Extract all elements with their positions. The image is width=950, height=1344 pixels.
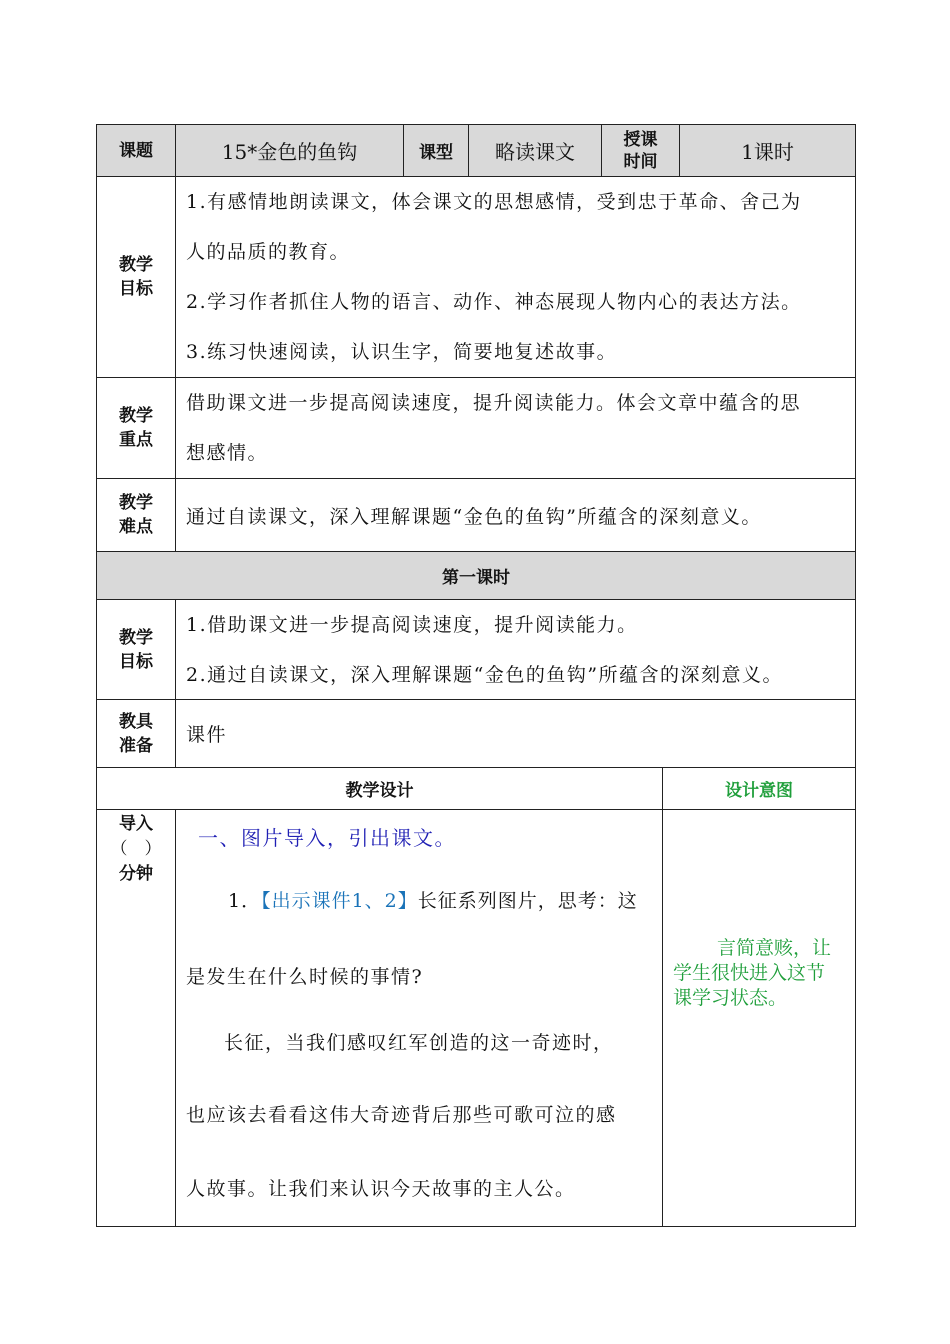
key-points-row: [97, 378, 855, 479]
goals-line: 3.练习快速阅读，认识生字，简要地复述故事。: [186, 341, 618, 363]
tools-label: [97, 700, 176, 767]
lesson-goals-content: [176, 600, 855, 699]
key-points-content: [176, 378, 855, 478]
type-label: 课型: [404, 125, 469, 176]
lesson-goals-line: 1.借助课文进一步提高阅读速度，提升阅读能力。: [186, 613, 638, 636]
lesson-goals-label-line-1: 教学: [119, 627, 153, 648]
topic-value: 15*金色的鱼钩: [176, 125, 404, 176]
lesson-goals-row: [97, 600, 855, 700]
difficulties-label-line-2: 难点: [119, 517, 153, 537]
lesson-goals-label: [97, 600, 176, 699]
goals-line: 2.学习作者抓住人物的语言、动作、神态展现人物内心的表达方法。: [186, 291, 802, 313]
key-points-line: 借助课文进一步提高阅读速度，提升阅读能力。体会文章中蕴含的思: [186, 392, 802, 414]
key-points-label: [97, 378, 176, 478]
item-line-1: [228, 886, 638, 913]
design-content-row: [97, 810, 855, 1226]
item-rest: 长征系列图片，思考：这: [417, 890, 638, 912]
intent-header: 设计意图: [725, 781, 793, 801]
key-points-label-line-1: 教学: [119, 406, 153, 426]
design-content: [176, 810, 663, 1226]
tools-label-line-2: 准备: [119, 735, 153, 756]
type-value: 略读课文: [469, 125, 602, 176]
key-points-label-line-2: 重点: [119, 430, 153, 450]
para-line-1: 长征，当我们感叹红军创造的这一奇迹时，: [224, 1032, 614, 1054]
design-header-row: [97, 768, 855, 810]
section-heading: 一、图片导入，引出课文。: [198, 826, 456, 850]
goals-content: [176, 177, 855, 377]
difficulties-label: [97, 479, 176, 551]
stage-label-line-3: 分钟: [119, 864, 153, 884]
goals-label: [97, 177, 176, 377]
topic-label: 课题: [97, 125, 176, 176]
para-line-3: 人故事。让我们来认识今天故事的主人公。: [186, 1178, 576, 1200]
lesson-one-row: [97, 552, 855, 600]
intent-line-3: 课学习状态。: [673, 987, 788, 1009]
stage-label-line-1: 导入: [119, 814, 153, 834]
intent-line-1: 言简意赅，让: [717, 937, 832, 959]
difficulties-content: 通过自读课文，深入理解课题“金色的鱼钩”所蕴含的深刻意义。: [186, 505, 762, 528]
stage-label-line-2: （ ）: [110, 839, 162, 859]
lesson-plan-table: [96, 124, 856, 1227]
tools-row: [97, 700, 855, 768]
intent-line-2: 学生很快进入这节: [673, 962, 826, 984]
goals-line: 人的品质的教育。: [186, 241, 351, 263]
lesson-one-title: 第一课时: [442, 568, 510, 588]
goals-row: [97, 177, 855, 378]
goals-line: 1.有感情地朗读课文，体会课文的思想感情，受到忠于革命、舍己为: [186, 191, 802, 213]
courseware-highlight: 【出示课件1、2】: [261, 890, 418, 912]
goals-label-line-1: 教学: [119, 255, 153, 275]
item-line-2: 是发生在什么时候的事情?: [186, 966, 424, 988]
intent-content: [663, 810, 855, 1226]
hours-label-line-1: 授课: [623, 129, 658, 150]
goals-label-line-2: 目标: [119, 279, 153, 299]
design-header: 教学设计: [97, 768, 663, 809]
hours-label-line-2: 时间: [623, 151, 658, 172]
stage-label: [97, 810, 176, 1226]
hours-label: [602, 125, 680, 176]
difficulties-row: [97, 479, 855, 552]
header-row: [97, 125, 855, 177]
item-prefix: 1．: [228, 890, 262, 912]
difficulties-label-line-1: 教学: [119, 493, 153, 513]
lesson-goals-line: 2.通过自读课文，深入理解课题“金色的鱼钩”所蕴含的深刻意义。: [186, 663, 784, 686]
tools-label-line-1: 教具: [119, 711, 153, 732]
tools-content: 课件: [186, 724, 228, 746]
para-line-2: 也应该去看看这伟大奇迹背后那些可歌可泣的感: [186, 1104, 617, 1126]
lesson-goals-label-line-2: 目标: [119, 651, 153, 672]
hours-value: 1课时: [741, 140, 794, 164]
key-points-line: 想感情。: [186, 442, 269, 464]
